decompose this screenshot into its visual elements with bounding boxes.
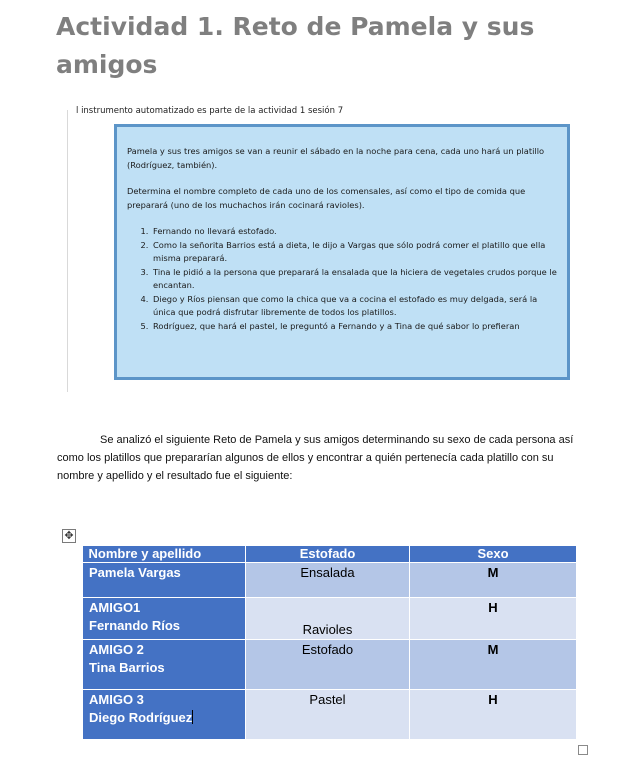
table-row [83, 690, 577, 740]
table-row [83, 640, 577, 690]
dish-text: Estofado [301, 642, 354, 657]
dish-cell[interactable] [246, 690, 410, 740]
name-cell[interactable] [83, 640, 246, 690]
clue-item: 5. Rodríguez, que hará el pastel, le preguntó a Fernando y a Tina de qué sabor lo prefieran [151, 320, 559, 334]
header-dish[interactable]: Estofado [246, 546, 410, 563]
table-move-handle-icon[interactable]: ✥ [62, 529, 76, 543]
left-rule [67, 110, 68, 392]
puzzle-paragraph-2: Determina el nombre completo de cada uno de los comensales, así como el tipo de comida que preparará (uno de los muchachos irán cocinará ravioles). [127, 186, 526, 210]
clue-item: 1. Fernando no llevará estofado. [151, 225, 559, 239]
name-cell[interactable] [83, 598, 246, 640]
dish-cell[interactable] [246, 640, 410, 690]
sex-cell[interactable] [410, 563, 577, 598]
sex-cell[interactable] [410, 690, 577, 740]
sex-cell[interactable] [410, 640, 577, 690]
header-name[interactable]: Nombre y apellido [83, 546, 246, 563]
name-line-2: Fernando Ríos [89, 618, 181, 633]
name-cell[interactable] [83, 563, 246, 598]
clue-item: 4. Diego y Ríos piensan que como la chica que va a cocina el estofado es muy delgada, será la única que podrá disfrutar libremente de todos los platillos. [151, 293, 559, 320]
analysis-paragraph: Se analizó el siguiente Reto de Pamela y sus amigos determinando su sexo de cada persona así como los platillos que prepararían algunos de ellos y encontrar a quién pertenecía cada platillo con su nombre y apellido y el resultado fue el siguiente: [57, 434, 574, 482]
dish-text: Ravioles [302, 622, 353, 637]
name-line-1: AMIGO1 [89, 600, 141, 615]
name-line-2: Tina Barrios [89, 660, 165, 675]
table-header-row [83, 546, 577, 563]
name-line-1: AMIGO 3 [89, 692, 144, 707]
dish-cell[interactable] [246, 563, 410, 598]
clue-item: 3. Tina le pidió a la persona que preparará la ensalada que la hiciera de vegetales crudos porque le encantan. [151, 266, 559, 293]
clue-item: 2. Como la señorita Barrios está a dieta, le dijo a Vargas que sólo podrá comer el platillo que ella misma preparará. [151, 239, 559, 266]
puzzle-box [114, 124, 570, 380]
dish-text: Pastel [309, 692, 346, 707]
intro-text: l instrumento automatizado es parte de la actividad 1 sesión 7 [76, 106, 344, 116]
header-sex[interactable]: Sexo [410, 546, 577, 563]
sex-text: H [488, 692, 498, 707]
name-line-1: Pamela Vargas [89, 565, 181, 580]
name-line-1: AMIGO 2 [89, 642, 144, 657]
result-table[interactable] [82, 546, 577, 740]
sex-text: H [488, 600, 498, 615]
page-title: Actividad 1. Reto de Pamela y sus amigos [56, 12, 535, 79]
name-cell[interactable] [83, 690, 246, 740]
puzzle-paragraph-1: Pamela y sus tres amigos se van a reunir el sábado en la noche para cena, cada uno hará un platillo (Rodríguez, también). [127, 146, 545, 170]
table-row [83, 563, 577, 598]
sex-text: M [487, 565, 499, 580]
dish-text: Ensalada [300, 565, 355, 580]
sex-cell[interactable] [410, 598, 577, 640]
name-line-2: Diego Rodríguez [89, 710, 193, 725]
table-resize-handle-icon[interactable] [578, 745, 588, 755]
sex-text: M [487, 642, 499, 657]
dish-cell[interactable] [246, 598, 410, 640]
table-row [83, 598, 577, 640]
text-cursor [192, 710, 193, 724]
clue-list [127, 225, 559, 333]
